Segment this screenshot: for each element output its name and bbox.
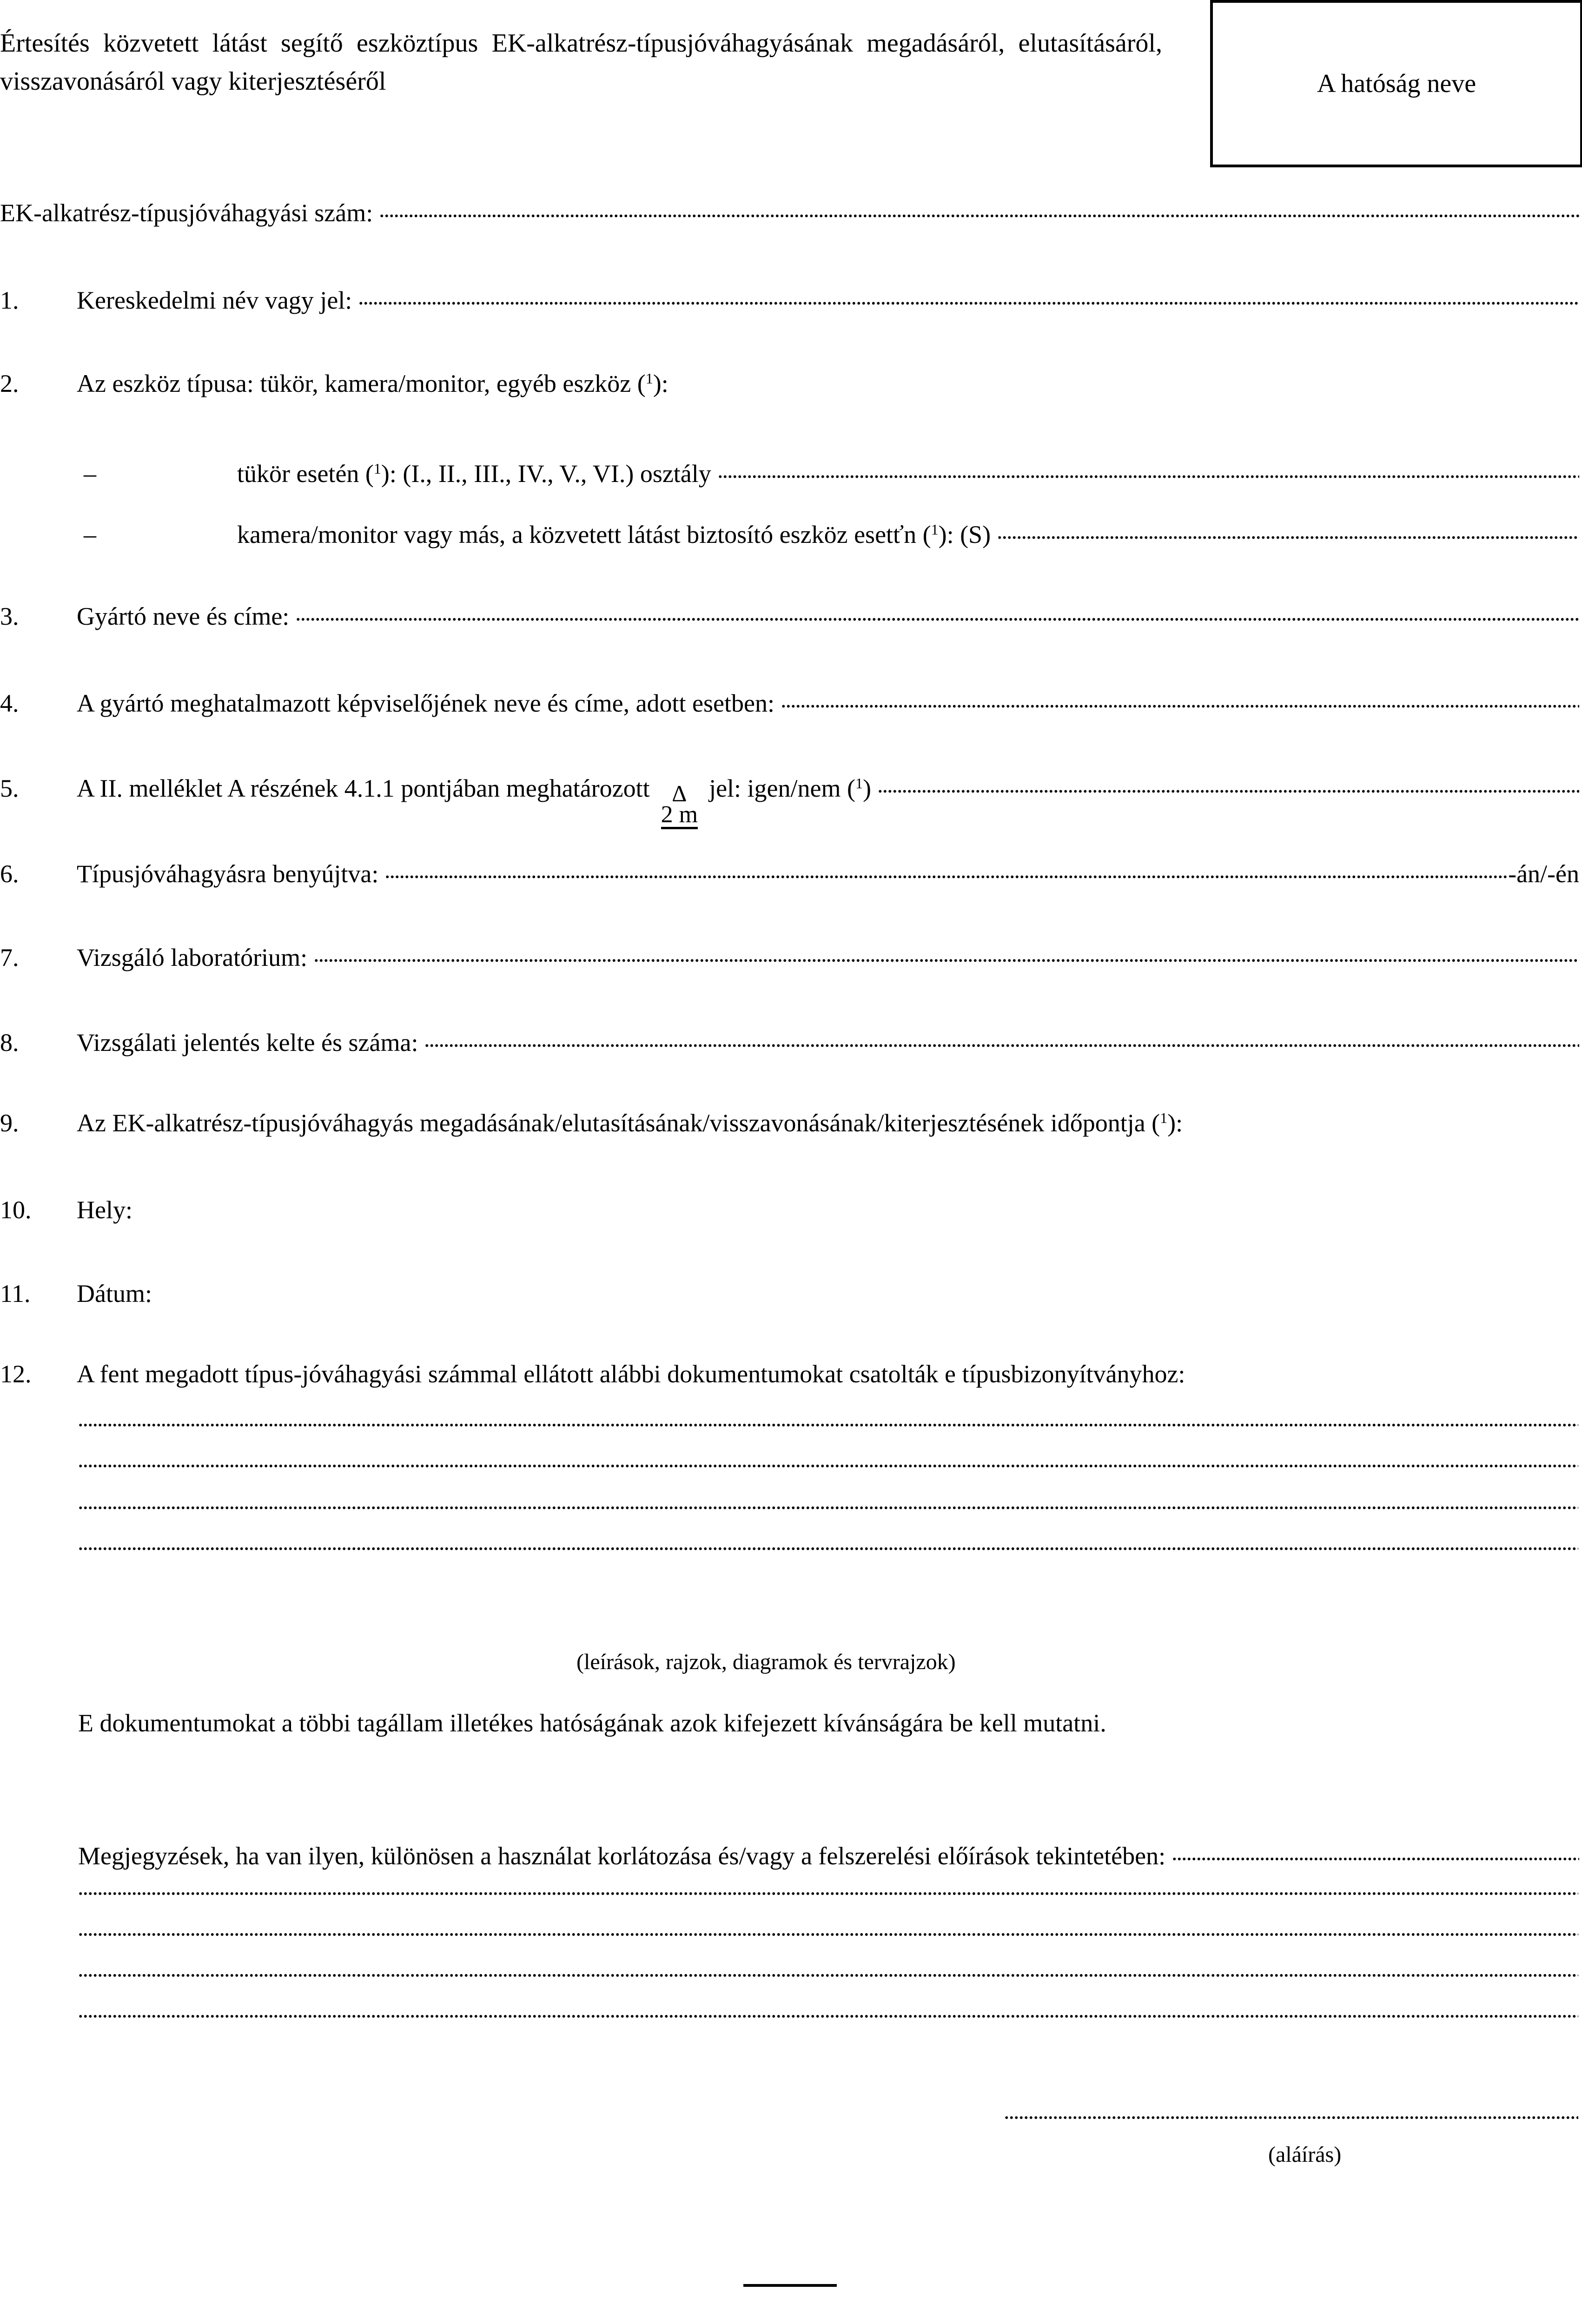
footnote-ref: 1 xyxy=(1160,1109,1168,1126)
approval-number-label: EK-alkatrész-típusjóváhagyási szám: xyxy=(0,199,373,227)
footnote-ref: 1 xyxy=(373,460,381,477)
documents-fill-line[interactable] xyxy=(78,1464,1578,1469)
item-6-submitted[interactable] xyxy=(0,856,1579,888)
item-11-date[interactable] xyxy=(0,1279,1579,1308)
item-number: 9. xyxy=(0,1109,19,1137)
symbol-text: 2 m xyxy=(661,803,698,829)
item-number: 2. xyxy=(0,370,19,397)
item-label: Gyártó neve és címe: xyxy=(77,602,290,630)
item-9-decision-date xyxy=(0,1109,1579,1137)
item-label: Típusjóváhagyásra benyújtva: xyxy=(77,860,379,888)
item-number: 1. xyxy=(0,286,19,314)
item-5-marking[interactable] xyxy=(0,771,1579,828)
documents-fill-line[interactable] xyxy=(78,1506,1578,1511)
item-label: Az EK-alkatrész-típusjóváhagyás megadásának/elutasításának/visszavonásának/kiterjesztésének időpontja ($^1$): xyxy=(77,1109,1183,1137)
item-number: 11. xyxy=(0,1280,31,1307)
remarks-fill-line[interactable] xyxy=(78,2014,1578,2019)
documents-note: E dokumentumokat a többi tagállam illetékes hatóságának azok kifejezett kívánságára be kell mutatni. xyxy=(78,1709,1106,1737)
sub-item-mirror-class[interactable] xyxy=(0,456,1579,488)
item-label: Vizsgáló laboratórium: xyxy=(77,944,308,971)
item-number: 3. xyxy=(0,602,19,630)
approval-number-field[interactable] xyxy=(0,195,1579,227)
date-suffix: -án/-én xyxy=(1508,860,1579,888)
item-number: 12. xyxy=(0,1360,32,1388)
fill-line[interactable] xyxy=(997,517,1579,543)
item-8-test-report[interactable] xyxy=(0,1025,1579,1057)
remarks-fill-line[interactable] xyxy=(78,1974,1578,1978)
signature-caption: (aláírás) xyxy=(1268,2142,1342,2167)
item-label: Hely: xyxy=(77,1196,132,1224)
item-number: 4. xyxy=(0,689,19,717)
footnote-ref: 1 xyxy=(855,775,863,792)
sub-item-label: tükör esetén ($^1$): (I., II., III., IV., V., VI.) osztály xyxy=(237,460,711,488)
documents-caption: (leírások, rajzok, diagramok és tervrajzok) xyxy=(576,1650,956,1674)
item-10-place[interactable] xyxy=(0,1195,1579,1224)
item-number: 5. xyxy=(0,774,19,802)
delta-2m-symbol xyxy=(661,780,698,829)
item-number: 6. xyxy=(0,860,19,888)
item-7-laboratory[interactable] xyxy=(0,940,1579,972)
item-label: Vizsgálati jelentés kelte és száma: xyxy=(77,1029,418,1056)
fill-line[interactable] xyxy=(878,771,1579,797)
item-number: 8. xyxy=(0,1029,19,1056)
footnote-ref: 1 xyxy=(931,521,939,538)
item-label-continued: jel: igen/nem ($^1$) xyxy=(709,774,871,802)
fill-line[interactable] xyxy=(1172,1838,1579,1864)
item-label: Dátum: xyxy=(77,1280,152,1307)
remarks-label: Megjegyzések, ha van ilyen, különösen a használat korlátozása és/vagy a felszerelési előírások tekintetében: xyxy=(78,1842,1166,1870)
documents-fill-line[interactable] xyxy=(78,1423,1578,1428)
approval-number-fill-line[interactable] xyxy=(379,195,1579,221)
signature-line[interactable] xyxy=(1004,2116,1578,2120)
item-3-manufacturer[interactable] xyxy=(0,599,1579,631)
fill-line[interactable] xyxy=(314,940,1579,966)
item-label: A fent megadott típus-jóváhagyási számmal ellátott alábbi dokumentumokat csatolták e típusbizonyítványhoz: xyxy=(77,1360,1185,1388)
remarks-fill-line[interactable] xyxy=(78,1933,1578,1937)
item-label: A gyártó meghatalmazott képviselőjének neve és címe, adott esetben: xyxy=(77,689,774,717)
dash-bullet: – xyxy=(84,460,96,488)
fill-line[interactable] xyxy=(296,599,1579,625)
item-2-device-type xyxy=(0,369,1579,398)
sub-item-camera-monitor[interactable] xyxy=(0,517,1579,549)
fill-line[interactable] xyxy=(424,1025,1579,1051)
footnote-ref: 1 xyxy=(645,370,653,387)
item-12-attached-documents xyxy=(0,1360,1579,1388)
fill-line[interactable] xyxy=(781,686,1579,712)
remarks-field[interactable] xyxy=(78,1838,1579,1870)
documents-fill-line[interactable] xyxy=(78,1547,1578,1552)
fill-line[interactable] xyxy=(385,856,1508,882)
authority-name-label: A hatóság neve xyxy=(1317,69,1476,98)
triangle-icon: Δ xyxy=(672,780,687,806)
remarks-fill-line[interactable] xyxy=(78,1892,1578,1896)
item-1-trade-name[interactable] xyxy=(0,283,1579,315)
authority-name-box xyxy=(1210,0,1582,167)
item-4-representative[interactable] xyxy=(0,686,1579,718)
fill-line[interactable] xyxy=(358,283,1579,309)
document-title: Értesítés közvetett látást segítő eszköztípus EK-alkatrész-típusjóváhagyásának megadásáról, elutasításáról, visszavonásáról vagy kiterjesztéséről xyxy=(0,29,1162,96)
fill-line[interactable] xyxy=(718,456,1579,482)
section-separator xyxy=(743,2284,837,2287)
dash-bullet: – xyxy=(84,521,96,548)
sub-item-label: kamera/monitor vagy más, a közvetett látást biztosító eszköz esetťn ($^1$): (S) xyxy=(237,521,991,548)
item-label: Az eszköz típusa: tükör, kamera/monitor, egyéb eszköz ($^1$): xyxy=(77,370,669,397)
item-number: 10. xyxy=(0,1196,32,1224)
item-label: Kereskedelmi név vagy jel: xyxy=(77,286,352,314)
item-label: A II. melléklet A részének 4.1.1 pontjában meghatározott xyxy=(77,774,650,802)
item-number: 7. xyxy=(0,944,19,971)
